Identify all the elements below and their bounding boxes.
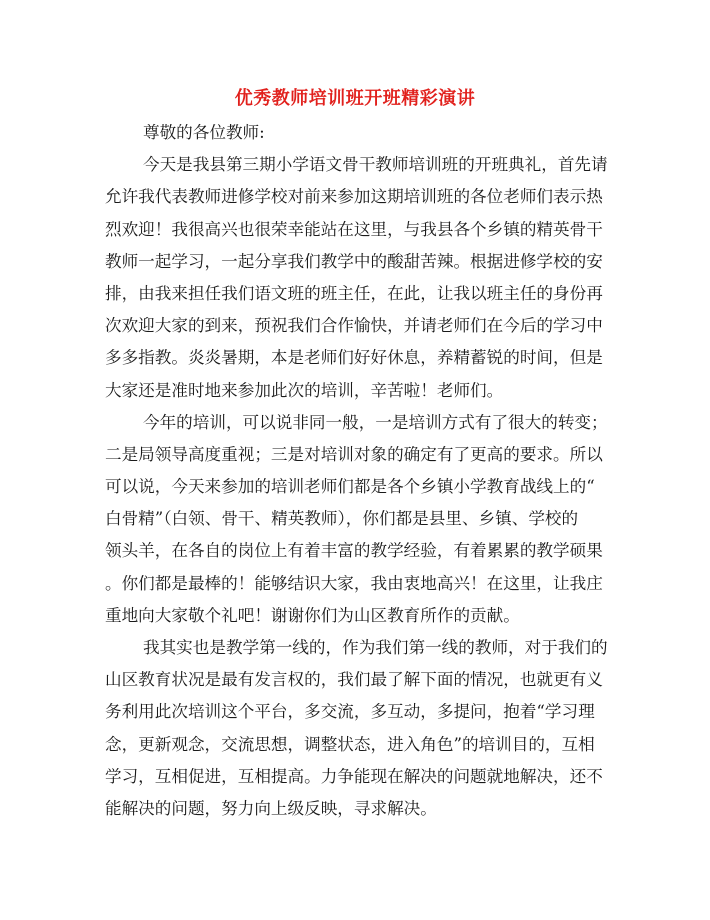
paragraph-line: 能解决的问题，努力向上级反映，寻求解决。 (105, 798, 437, 818)
paragraph-line: 念，更新观念，交流思想，调整状态，进入角色”的培训目的，互相 (105, 734, 595, 754)
paragraph-line: 领头羊，在各自的岗位上有着丰富的教学经验，有着累累的教学硕果 (105, 541, 603, 561)
paragraph-line: 今天是我县第三期小学语文骨干教师培训班的开班典礼，首先请 (143, 155, 608, 175)
paragraph-2 (105, 407, 608, 632)
paragraph-line: 。你们都是最棒的！能够结识大家，我由衷地高兴！在这里，让我庄 (105, 573, 603, 593)
document-body (105, 117, 608, 825)
paragraph-line: 可以说，今天来参加的培训老师们都是各个乡镇小学教育战线上的“ (105, 477, 595, 497)
paragraph-line: 大家还是准时地来参加此次的培训，辛苦啦！老师们。 (105, 380, 504, 400)
paragraph-line: 教师一起学习，一起分享我们教学中的酸甜苦辣。根据进修学校的安 (105, 251, 603, 271)
paragraph-3 (105, 632, 608, 825)
paragraph-line: 务利用此次培训这个平台，多交流，多互动，多提问，抱着“学习理 (105, 702, 595, 722)
paragraph-line: 排，由我来担任我们语文班的班主任，在此，让我以班主任的身份再 (105, 283, 603, 303)
paragraph-line: 次欢迎大家的到来，预祝我们合作愉快，并请老师们在今后的学习中 (105, 316, 603, 336)
paragraph-line: 学习，互相促进，互相提高。力争能现在解决的问题就地解决，还不 (105, 766, 603, 786)
paragraph-1 (105, 149, 608, 407)
paragraph-line: 多多指教。炎炎暑期，本是老师们好好休息，养精蓄锐的时间，但是 (105, 348, 603, 368)
paragraph-line: 今年的培训，可以说非同一般，一是培训方式有了很大的转变； (143, 412, 608, 432)
paragraph-line: 二是局领导高度重视；三是对培训对象的确定有了更高的要求。所以 (105, 444, 603, 464)
document-title: 优秀教师培训班开班精彩演讲 (234, 88, 476, 109)
paragraph-line: 白骨精”（白领、骨干、精英教师），你们都是县里、乡镇、学校的 (105, 509, 579, 529)
paragraph-line: 允许我代表教师进修学校对前来参加这期培训班的各位老师们表示热 (105, 187, 603, 207)
paragraph-line: 山区教育状况是最有发言权的，我们最了解下面的情况，也就更有义 (105, 670, 603, 690)
paragraph-line: 我其实也是教学第一线的，作为我们第一线的教师，对于我们的 (143, 638, 608, 657)
salutation: 尊敬的各位教师: (143, 123, 265, 142)
paragraph-line: 重地向大家敬个礼吧！谢谢你们为山区教育所作的贡献。 (105, 605, 520, 625)
paragraph-line: 烈欢迎！我很高兴也很荣幸能站在这里，与我县各个乡镇的精英骨干 (105, 219, 603, 239)
